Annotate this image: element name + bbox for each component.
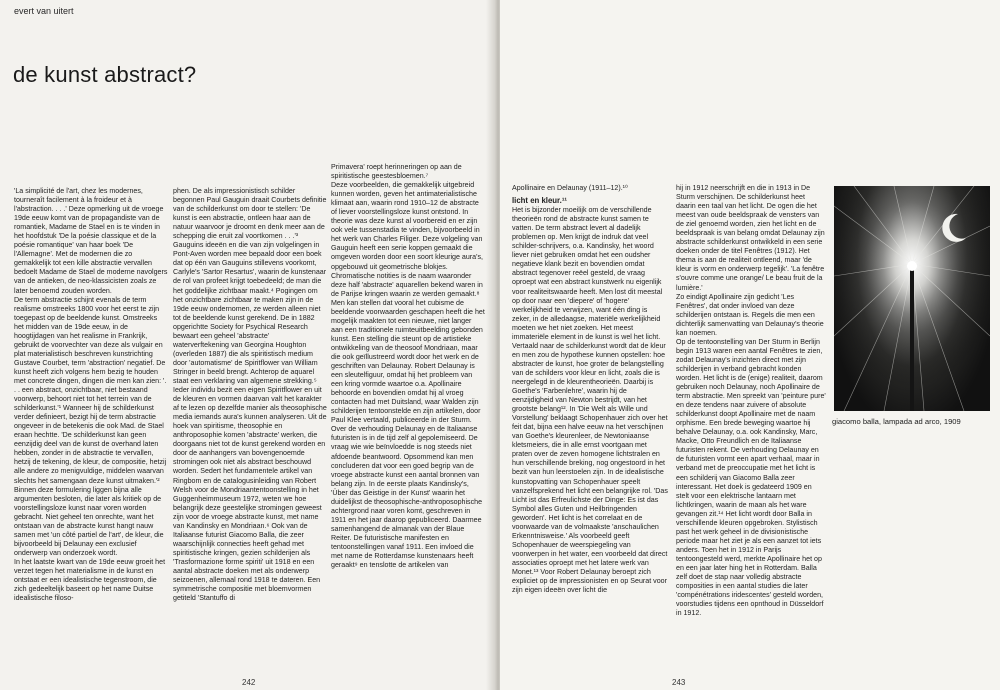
paragraph: Men kan stellen dat vooral het cubisme de beeldende voorwaarden geschapen heeft die het mogelijk maakten tot een nieuwe, niet langer aan een traditionele ruimteuitbeelding gebonden kunst. Een stelling die steunt op de artistieke ontwikkeling van de theosoof Mondriaan, maar die ook geïllustreerd wordt door het werk en de geschriften van Delaunay. Robert Delaunay is een sleutelfiguur, omdat hij het probleem van een kring vormde waartoe o.a. Apollinaire behoorde en bovendien omdat hij al vroeg contacten had met Duitsland, waar Walden zijn schilderijen tentoonstelde en zijn artikelen, door Paul Klee vertaald, publiceerde in der Sturm. [331, 298, 485, 425]
paragraph: Over de verhouding Delaunay en de Italiaanse futuristen is in de tijd zelf al gepolemiseerd. De vraag wie wie beïnvloedde is nog steeds niet afdoende beantwoord. Opsommend kan men concluderen dat voor een goed begrip van de vroege abstracte kunst een aantal bronnen van belang zijn. In de eerste plaats Kandinsky's, 'Über das Geistige in der Kunst' waarin het duidelijkst de theosophische-anthroposophische achtergrond naar voren komt, geschreven in 1911 en het jaar daarop gepubliceerd. Daarmee samenhangend de almanak van der Blaue Reiter. De futuristische manifesten en tentoonstellingen vanaf 1911. Een invloed die met name de Rotterdamse kunstenaars heeft geraakt⁹ en tenslotte de artikelen van [331, 425, 483, 570]
page-number-right: 243 [672, 678, 686, 687]
section-heading: licht en kleur.¹¹ [512, 196, 568, 206]
figure-caption: giacomo balla, lampada ad arco, 1909 [832, 417, 961, 426]
text-column-3 [331, 163, 485, 679]
text-column-4 [512, 184, 668, 670]
left-page [0, 0, 492, 690]
paragraph: De term abstractie schijnt evenals de term realisme omstreeks 1800 voor het eerst te zijn toegepast op de beeldende kunst. Omstreeks het midden van de 19de eeuw, in de hoogtijdagen van het realisme in Frankrijk, gebruikt de voorvechter van deze als vulgair en plat materialistisch beschreven kunstrichting Gustave Courbet, term 'abstraction' negatief. De kunst heeft zich volgens hem bezig te houden met concrete dingen, dingen die men kan zien: '. . . een abstract, onzichtbaar, niet bestaand voorwerp, behoort niet tot het terrein van de schilderkunst.'¹ Wanneer hij de schilderkunst verder definieert, bezigt hij de term abstractie ongeveer in de betekenis die ook Mad. de Stael eraan hechtte. 'De schilderkunst kan geen eenzijdig deel van de kunst de overhand laten hebben, zonder in de abstractie te vervallen, hetzij de tekening, de kleur, de compositie, hetzij alle andere zo menigvuldige, middelen waarvan slechts het samengaan deze kunst uitmaken.'² Binnen deze formulering liggen bijna alle argumenten besloten, die later als kritiek op de voorstellingsloze kunst naar voren worden gebracht. Niet geheel ten onrechte, want het ontstaan van de abstracte kunst hangt nauw samen met 'un côté partiel de l'art', de kleur, die bijvoorbeeld bij Delaunay een exclusief onderwerp van onderzoek wordt. [14, 295, 167, 557]
paragraph: Deze voorbeelden, die gemakkelijk uitgebreid kunnen worden, geven het antimaterialistische klimaat aan, waarin rond 1910–12 de abstracte of liever voorstellingsloze kunst ontstond. In theorie was deze kunst al voorbereid en er zijn ook vele tussenstadia te vinden, bijvoorbeeld in het werk van Charles Filiger. Deze volgeling van Gauguin heeft een serie koppen gemaakt die omgeven worden door een soort kleurige aura's, opgebouwd uit geometrische blokjes. Chromatische notities is de naam waaronder deze half 'abstracte' aquarellen bekend waren in de Parijse kringen waarin ze werden gemaakt.⁸ [331, 181, 483, 298]
text-column-2 [173, 187, 327, 679]
running-head: evert van uitert [14, 6, 74, 16]
paragraph: phen. De als impressionistisch schilder begonnen Paul Gauguin draait Courbets definitie van de schilderkunst om door te stellen: 'De kunst is een abstractie, ontleen haar aan de natuur waarvoor je droomt en denk meer aan de schepping die eruit zal voortkomen . . .'³ Gauguins ideeën en die van zijn volgelingen in Pont-Aven worden mee bepaald door een boek dat op één van Gauguins stillevens voorkomt, Carlyle's 'Sartor Resartus', waarin de kunstenaar de rol van profeet krijgt toebedeeld; de man die het goddelijke zichtbaar maakt.⁴ Pogingen om het onzichtbare zichtbaar te maken zijn in de 19de eeuw ondernomen, ze werden alleen niet tot de beeldende kunst gerekend. De in 1882 opgerichtte Society for Psychical Research bewaart een geheel 'abstracte' waterverftekening van Georgina Houghton (overleden 1887) die als spiritistisch medium door 'automatisme' de Spiritflower van William Stringer in beeld brengt. Achterop de aquarel staat een verklaring van algemene strekking.⁵ Ieder individu bezit een eigen Spiritflower en uit de kleuren en vormen daarvan valt het karakter af te lezen op dezelfde manier als theosophische media iemands aura's kunnen analyseren. Uit de hoek van spiritisme, theosophie en anthroposophie komen 'abstracte' werken, die doorgaans niet tot de kunst gerekend worden en door de aanhangers van bovengenoemde stromingen ook niet als abstract beschouwd worden. Sedert het fundamentele artikel van Ringbom en de catalogusinleiding van Robert Welsh voor de Mondriaantentoonstelling in het Guggenheimmuseum 1972, weten we hoe belangrijk deze geestelijke stromingen geweest zijn voor de vroege abstracte kunst, met name van Kandinsky en Mondriaan.⁶ Ook van de Italiaanse futurist Giacomo Balla, die zeer waarschijnlijk connecties heeft gehad met spiritistische kringen, gezien schilderijen als 'Trasformazione forme spiriti' uit 1918 en een aantal abstracte doeken met als onderwerp seizoenen, allemaal rond 1918 te dateren. Een symmetrische compositie met bloemvormen getiteld 'Stantuffo di [173, 187, 327, 603]
paragraph: Primavera' roept herinneringen op aan de spiritistische geestesbloemen.⁷ [331, 163, 462, 181]
text-column-5 [676, 184, 826, 670]
text-column-1 [14, 187, 168, 679]
article-title: de kunst abstract? [13, 62, 197, 87]
paragraph: In het laatste kwart van de 19de eeuw groeit het verzet tegen het materialisme in de kunst en ontstaat er een idealistische tegenstroom, die zich gedeeltelijk baseert op het name Duitse idealistische filoso- [14, 557, 166, 603]
paragraph: Op de tentoonstelling van Der Sturm in Berlijn begin 1913 waren een aantal Fenêtres te zien, zodat Delaunay's inzichten direct met zijn schilderijen in verband gebracht konden worden. Het licht is de (enige) realiteit, daarom gebruiken noch Delaunay, noch Apollinaire de term abstractie. Men spreekt van 'peinture pure' en deze tendens naar zuivere of absolute schilderkunst doopt Apollinaire met de naam orphisme. Een brede beweging waartoe hij behalve Delaunay, o.a. ook Kandinsky, Marc, Macke, Otto Freundlich en de Italiaanse futuristen rekent. De verhouding Delaunay en de futuristen vormt een apart verhaal, maar in verband met de preoccupatie met het licht is een schilderij van Giacomo Balla zeer interessant. Het doek is gedateerd 1909 en stelt voor een elektrische lantaarn met lichtkringen, waarin de maan als het ware gevangen zit.¹⁴ Het licht wordt door Balla in verschillende kleuren opgebroken. Stylistisch past het werk geheel in de divisionistische periode maar het ziet je als een aanzet tot iets anders. Toen het in 1912 in Parijs tentoongesteld werd, merkte Apollinaire het op en een jaar later hing het in Rotterdam. Balla zelf doet de stap naar volledig abstracte composities in een aantal studies die later 'compénétrations iridescentes' gesteld worden, voorstudies tijdens een opnthoud in Düsseldorf in 1912. [676, 337, 826, 618]
paragraph: 'La simplicité de l'art, chez les modernes, tourneraît facilement à la froideur et à l'abstraction. . . .' Deze opmerking uit de vroege 19de eeuw komt van de propagandiste van de romantiek, Madame de Stael en is te vinden in het hoofdstuk 'De la poésie classique et de la poésie romantique' van haar boek 'De l'Allemagne'. Met de modernen die zo gemakkelijk tot een kille abstractie vervallen bedoelt Madame de Stael de moderne navolgers van de antieken, de neo-klassicisten zoals ze later benoemd zouden worden. [14, 187, 168, 295]
paragraph: hij in 1912 neerschrijft en die in 1913 in De Sturm verschijnen. De schilderkunst heet daarin een taal van het licht. De ogen die het meest van oude beeldspraak de vensters van de ziel genoemd worden, zien het licht en de beeldspraak is van belang omdat Delaunay zijn abstracte schilderkunst ontwikkeld in een serie doeken onder de titel Fenêtres (1912). Het thema is aan de realiteit ontleend, maar 'de kleur is vorm en onderwerp tegelijk'. 'La fenêtre s'ouvre comme une orange/ Le beau fruit de la lumière.' [676, 184, 825, 292]
page-number-left: 242 [242, 678, 256, 687]
balla-lampada-image [834, 186, 990, 411]
paragraph: Het is bijzonder moeilijk om de verschillende theorieën rond de abstracte kunst samen te vatten. De term abstract levert al dadelijk problemen op. Men krijgt de indruk dat veel schilder-schrijvers, o.a. Kandinsky, het woord liever niet gebruiken omdat het een oudsher negatieve klank bezit en bovendien omdat abstract tegenover reëel gesteld, de vraag oproept wat een abstract kunstwerk nu eigenlijk voor realiteitswaarde heeft. Men lost dit meestal op door naar een 'diepere' of 'hogere' werkelijkheid te verwijzen, want één ding is zeker, in de alledaagse, materiële werkelijkheid moeten we het niet zoeken. Het meest immateriële element in de kunst is wel het licht. Vertaald naar de schilderkunst wordt dat de kleur en men zou de hypothese kunnen opstellen: hoe abstracter de kunst, hoe groter de belangstelling van de schilders voor kleur en licht, zoals die is neergelegd in de kleurentheorieën. Daarbij is Goethe's 'Farbenlehre', waarin hij de eenzijdigheid van Newton bestrijdt, van het grootste belang¹². In 'Die Welt als Wille und Vorstellung' beklaagt Schopenhauer zich over het feit dat, bijna een halve eeuw na het verschijnen van Goethe's kleurenleer, de Newtoniaanse kletsmeiers, die in alle ernst voortgaan met praten over de zeven homogene lichtstralen en hun verschillende breking, nog ongestoord in het bezit van hun leerstoelen zijn. In de idealistische kunstopvatting van Schopenhauer speelt vanzelfsprekend het licht een belangrijke rol. 'Das Licht ist das Erfreulichste der Dinge: Es ist das Symbol alles Guten und Heilbringenden geworden'. Het licht is het correlaat en de voorwaarde van de volmaakste 'anschaulichen Erkenntnisweise.' Als voorbeeld geeft Schopenhauer de weerspiegeling van voorwerpen in het water, een voorbeeld dat direct associaties oproept met het latere werk van Monet.¹³ Voor Robert Delaunay beroept zich expliciet op de impressionisten en op Seurat voor zijn eigen ideeën over licht die [512, 206, 668, 595]
paragraph: Zo eindigt Apollinaire zijn gedicht 'Les Fenêtres', dat onder invloed van deze schilderijen ontstaan is. Regels die men een dichterlijk samenvatting van Delaunay's theorie kan noemen. [676, 292, 824, 337]
paragraph: Apollinaire en Delaunay (1911–12).¹⁰ [512, 184, 628, 192]
arc-lamp-illustration [834, 186, 990, 411]
